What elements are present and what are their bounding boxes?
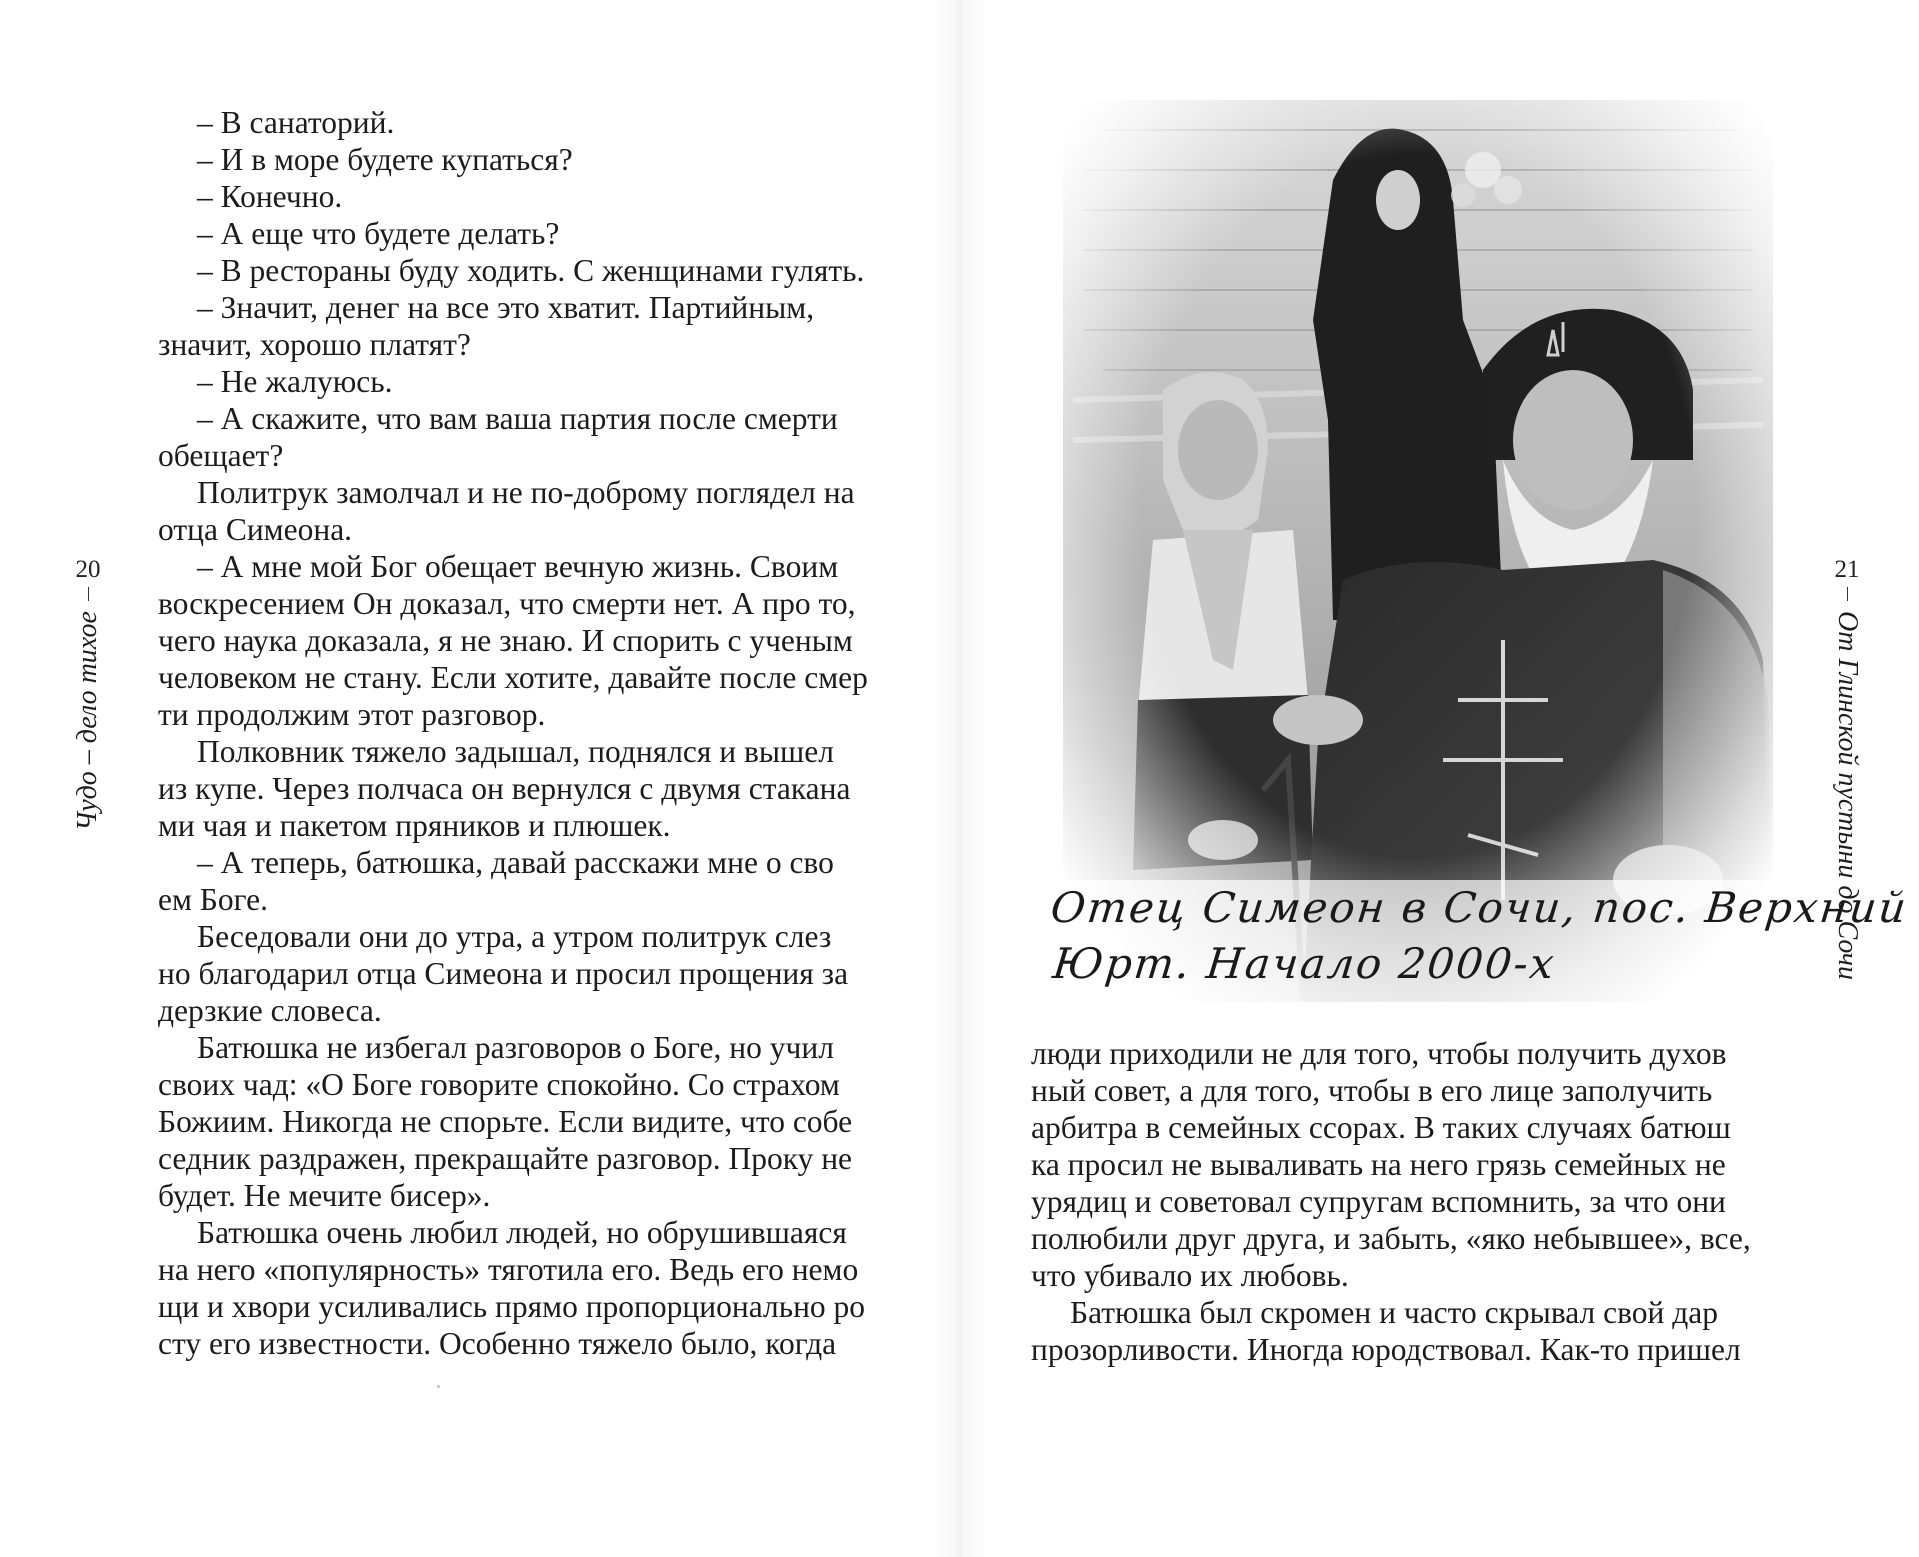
text-line: Политрук замолчал и не по-доброму поглядел на <box>197 475 855 510</box>
text-line: Батюшка очень любил людей, но обрушившаяся <box>197 1215 847 1250</box>
text-line: сту его известности. Особенно тяжело было, когда <box>158 1326 837 1361</box>
text-line: Беседовали они до утра, а утром политрук слез <box>197 919 832 954</box>
text-line: – Не жалуюсь. <box>197 364 393 399</box>
text-line: прозорливости. Иногда юродствовал. Как-то пришел <box>1031 1332 1741 1367</box>
text-line: ем Боге. <box>158 882 268 917</box>
text-line: но благодарил отца Симеона и просил прощения за <box>158 956 849 991</box>
text-line: – В санаторий. <box>197 105 395 140</box>
text-line: человеком не стану. Если хотите, давайте после смер <box>158 660 868 695</box>
left-page <box>0 0 958 1557</box>
right-running-head: От Глинской пустыни до Сочи <box>1832 611 1863 981</box>
text-line: из купе. Через полчаса он вернулся с двумя стакана <box>158 771 851 806</box>
text-line: Батюшка не избегал разговоров о Боге, но учил <box>197 1030 834 1065</box>
right-folio-rule <box>1847 587 1848 601</box>
text-line: Батюшка был скромен и часто скрывал свой дар <box>1070 1295 1719 1330</box>
text-line: будет. Не мечите бисер». <box>158 1178 491 1213</box>
text-line: обещает? <box>158 438 284 473</box>
text-line: отца Симеона. <box>158 512 353 547</box>
text-line: – В рестораны буду ходить. С женщинами гулять. <box>197 253 865 288</box>
right-page-body-text <box>1031 1035 1767 1368</box>
text-line: арбитра в семейных ссорах. В таких случаях батюш <box>1031 1110 1731 1145</box>
text-line: дерзкие словеса. <box>158 993 382 1028</box>
text-line: что убивало их любовь. <box>1031 1258 1349 1293</box>
text-line: – Конечно. <box>197 179 343 214</box>
text-line: люди приходили не для того, чтобы получить духов <box>1031 1036 1727 1071</box>
text-line: на него «популярность» тяготила его. Ведь его немо <box>158 1252 859 1287</box>
text-line: воскресением Он доказал, что смерти нет. А про то, <box>158 586 856 621</box>
text-line: – А теперь, батюшка, давай расскажи мне о сво <box>197 845 834 880</box>
caption-line-1: Отец Симеон в Сочи, пос. Верхний <box>1048 883 1911 932</box>
text-line: – И в море будете купаться? <box>197 142 573 177</box>
text-line: своих чад: «О Боге говорите спокойно. Со страхом <box>158 1067 840 1102</box>
text-line: – А мне мой Бог обещает вечную жизнь. Своим <box>197 549 839 584</box>
text-line: ми чая и пакетом пряников и плюшек. <box>158 808 671 843</box>
left-page-number: 20 <box>75 556 101 583</box>
text-line: – А скажите, что вам ваша партия после смерти <box>197 401 838 436</box>
text-line: Божиим. Никогда не спорьте. Если видите, что собе <box>158 1104 853 1139</box>
text-line: ный совет, а для того, чтобы в его лице заполучить <box>1031 1073 1713 1108</box>
text-line: – Значит, денег на все это хватит. Партийным, <box>197 290 815 325</box>
text-line: урядиц и советовал супругам вспомнить, за что они <box>1031 1184 1726 1219</box>
photo-father-simeon <box>1063 100 1773 1002</box>
left-page-body-text <box>158 104 868 1362</box>
text-line: щи и хвори усиливались прямо пропорционально ро <box>158 1289 866 1324</box>
right-page-number: 21 <box>1834 556 1860 583</box>
text-line: значит, хорошо платят? <box>158 327 471 362</box>
photo-caption <box>1042 880 1911 992</box>
text-line: полюбили друг друга, и забыть, «яко небывшее», все, <box>1031 1221 1751 1256</box>
left-running-head: Чудо – дело тихое <box>72 611 103 831</box>
text-line: ти продолжим этот разговор. <box>158 697 546 732</box>
text-line: ка просил не вываливать на него грязь семейных не <box>1031 1147 1726 1182</box>
text-line: седник раздражен, прекращайте разговор. Проку не <box>158 1141 853 1176</box>
text-line: чего наука доказала, я не знаю. И спорить с ученым <box>158 623 853 658</box>
text-line: Полковник тяжело задышал, поднялся и вышел <box>197 734 834 769</box>
text-line: – А еще что будете делать? <box>197 216 560 251</box>
paper-speck <box>437 1385 440 1388</box>
caption-line-2: Юрт. Начало 2000-х <box>1050 939 1559 988</box>
left-folio-rule <box>88 587 89 601</box>
